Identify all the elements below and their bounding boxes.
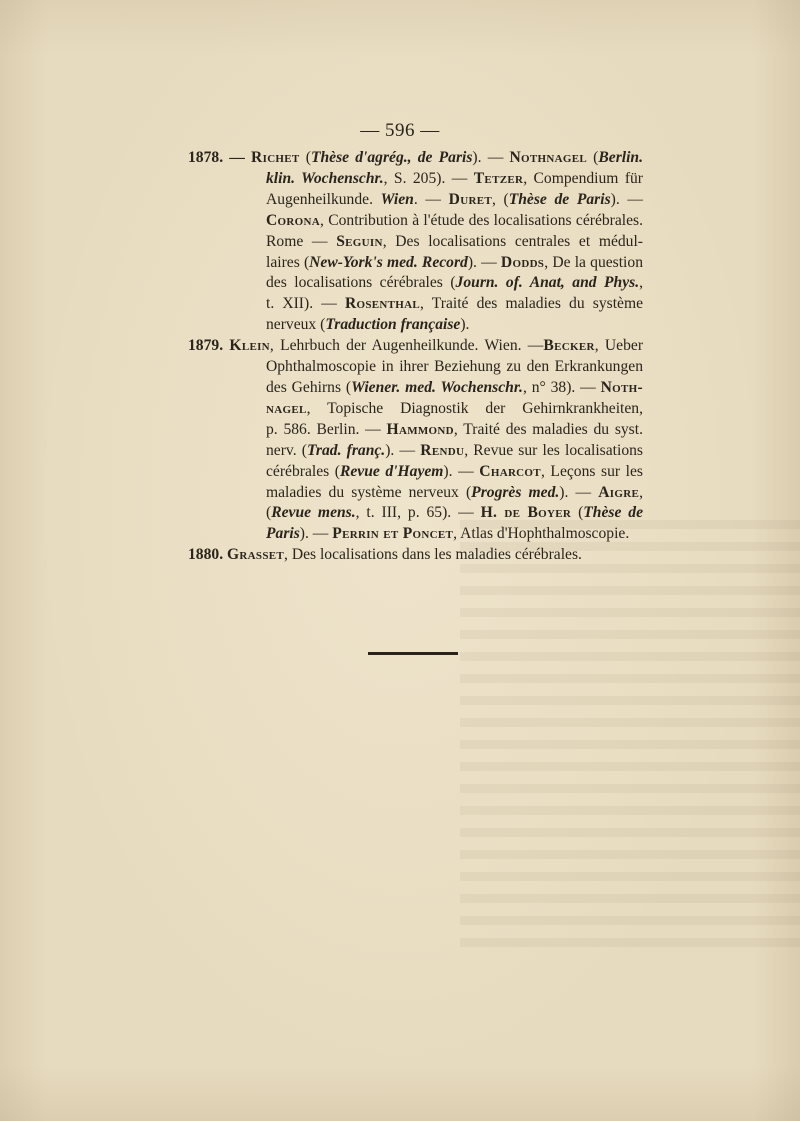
publication-title: Thèse de Paris	[508, 190, 611, 208]
entry-year: 1878. —	[188, 149, 252, 166]
entry-text: Augenheilkunde.	[266, 190, 381, 208]
entry-text: ,	[639, 274, 644, 292]
entry-text: , Ueber	[594, 337, 644, 355]
bibliography-entry	[188, 148, 643, 336]
entry-text: (	[299, 149, 311, 166]
entry-text: , Traité des maladies du système	[420, 295, 644, 313]
entry-text: , Contribution à l'étude des localisations cérébrales.	[320, 211, 643, 229]
entry-line	[188, 462, 643, 483]
entry-text: Ophthalmoscopie in ihrer Beziehung zu den Erkrankungen	[266, 358, 643, 376]
publication-title: Revue d'Hayem	[339, 462, 444, 480]
author-name: Corona	[266, 211, 321, 229]
entry-line	[188, 378, 643, 399]
publication-title: Revue mens.	[271, 504, 356, 522]
entry-line	[188, 211, 643, 232]
entry-text: ). —	[610, 190, 643, 208]
entry-text: , Lehrbuch der Augenheilkunde. Wien. —	[269, 337, 544, 355]
publication-title: Progrès med.	[471, 483, 560, 501]
publication-title: Thèse d'agrég., de Paris	[310, 149, 473, 166]
entry-text: des Gehirns (	[266, 378, 352, 396]
section-end-rule	[368, 652, 458, 655]
entry-line	[188, 294, 643, 315]
entry-line	[188, 336, 643, 357]
bibliography	[188, 148, 643, 566]
entry-text: . —	[413, 190, 449, 208]
author-name: Charcot	[479, 462, 541, 480]
entry-text: ). —	[385, 441, 421, 459]
entry-text: nerveux (	[266, 316, 326, 334]
author-name: Hammond	[386, 420, 454, 438]
entry-line	[188, 441, 643, 462]
author-name: Noth-	[600, 378, 643, 396]
entry-line	[188, 420, 643, 441]
entry-text: ). —	[559, 483, 599, 501]
entry-line	[188, 315, 643, 336]
entry-line	[188, 545, 643, 566]
publication-title: klin. Wochenschr.	[266, 169, 384, 187]
author-name: H. de Boyer	[480, 504, 572, 522]
publication-title: Wien	[380, 190, 414, 208]
entry-text: ). —	[299, 525, 333, 543]
entry-text: , n° 38). —	[522, 378, 601, 396]
entry-text: maladies du système nerveux (	[266, 483, 472, 501]
entry-line	[188, 399, 643, 420]
entry-text: Rome —	[266, 232, 337, 250]
author-name: Duret	[448, 190, 492, 208]
publication-title: New-York's med. Record	[309, 253, 468, 271]
author-name: Richet	[251, 149, 300, 166]
author-name: Klein	[229, 337, 270, 355]
entry-text: , Compendium für	[523, 169, 643, 187]
entry-text: , Leçons sur les	[540, 462, 643, 480]
entry-text: ). —	[467, 253, 501, 271]
entry-line	[188, 190, 643, 211]
entry-text: nerv. (	[266, 441, 307, 459]
entry-line	[188, 148, 643, 169]
entry-line	[188, 357, 643, 378]
author-name: Grasset	[226, 546, 285, 564]
publication-title: Traduction française	[325, 316, 461, 334]
entry-text: (	[587, 149, 599, 166]
entry-text: des localisations cérébrales (	[266, 274, 456, 292]
entry-text: , (	[491, 190, 509, 208]
publication-title: Berlin.	[598, 149, 644, 166]
entry-text: , Des localisations centrales et médul-	[382, 232, 644, 250]
author-name: Dodds	[500, 253, 545, 271]
entry-text: , De la question	[544, 253, 643, 271]
author-name: Seguin	[336, 232, 383, 250]
publication-title: Paris	[266, 525, 300, 543]
entry-year: 1880.	[188, 546, 227, 564]
entry-text: , Revue sur les localisations	[464, 441, 643, 459]
author-name: Rosenthal	[344, 295, 421, 313]
entry-line	[188, 232, 643, 253]
entry-text: , Topische Diagnostik der Gehirnkrankheiten,	[306, 399, 643, 417]
entry-text: ). —	[472, 149, 510, 166]
bleed-through-texture	[460, 520, 800, 960]
entry-line	[188, 253, 643, 274]
author-name: nagel	[266, 399, 307, 417]
entry-line	[188, 169, 643, 190]
bibliography-entry	[188, 336, 643, 545]
entry-line	[188, 273, 643, 294]
entry-text: (	[266, 504, 272, 522]
author-name: Perrin et Poncet	[332, 525, 454, 543]
entry-text: , Atlas d'Hophthalmoscopie.	[453, 525, 630, 543]
entry-text: , Des localisations dans les maladies cérébrales.	[284, 546, 582, 564]
entry-text: (	[571, 504, 584, 522]
entry-line	[188, 524, 643, 545]
bibliography-entry	[188, 545, 643, 566]
publication-title: Wiener. med. Wochenschr.	[351, 378, 523, 396]
entry-line	[188, 503, 643, 524]
entry-text: , Traité des maladies du syst.	[453, 420, 643, 438]
author-name: Tetzer	[473, 169, 524, 187]
publication-title: Trad. franç.	[306, 441, 386, 459]
entry-text: t. XII). —	[266, 295, 345, 313]
entry-text: ). —	[443, 462, 480, 480]
entry-text: , S. 205). —	[383, 169, 474, 187]
entry-line	[188, 483, 643, 504]
publication-title: Journ. of. Anat, and Phys.	[455, 274, 640, 292]
entry-text: laires (	[266, 253, 310, 271]
entry-text: ,	[639, 483, 644, 501]
author-name: Rendu	[420, 441, 465, 459]
author-name: Aigre	[598, 483, 640, 501]
author-name: Becker	[543, 337, 595, 355]
publication-title: Thèse de	[583, 504, 643, 522]
author-name: Nothnagel	[509, 149, 587, 166]
entry-text: ).	[460, 316, 470, 334]
page-number: — 596 —	[360, 120, 440, 141]
entry-text: , t. III, p. 65). —	[355, 504, 481, 522]
entry-text: p. 586. Berlin. —	[266, 420, 387, 438]
entry-year: 1879.	[188, 337, 230, 355]
entry-text: cérébrales (	[266, 462, 340, 480]
